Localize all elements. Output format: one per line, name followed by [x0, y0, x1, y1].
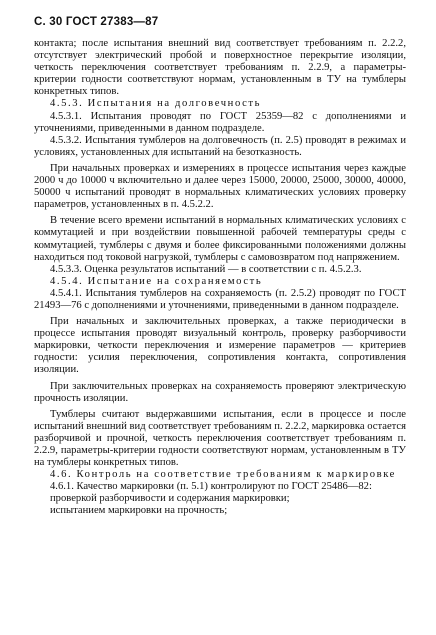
document-body [34, 38, 406, 518]
paragraph-pass-criteria: Тумблеры считают выдержавшими испытания, если в процессе и после испытаний внешний вид соответствует требованиям п. 2.2.2, маркировка остается разборчивой и прочной, четкость переключения соответствует требованиям п. 2.2.9, параметры-критерии годности соответствуют нормам, установленным в ТУ на тумблеры конкретных типов. [34, 408, 406, 469]
paragraph-4-5-4-1: 4.5.4.1. Испытания тумблеров на сохраняемость (п. 2.5.2) проводят по ГОСТ 21493—76 с дополнениями и уточнениями, приведенными в данном подразделе. [34, 287, 406, 311]
section-heading-4-5-3: 4.5.3. Испытания на долговечность [50, 98, 262, 110]
paragraph-4-5-3-2: 4.5.3.2. Испытания тумблеров на долговечность (п. 2.5) проводят в режимах и условиях, установленных для испытаний на безотказность. [34, 134, 406, 158]
paragraph-4-6-1: 4.6.1. Качество маркировки (п. 5.1) контролируют по ГОСТ 25486—82: [50, 481, 372, 493]
paragraph-continuation: контакта; после испытания внешний вид соответствует требованиям п. 2.2.2, отсутствует электрический пробой и поверхностное перекрытие изоляции, четкость переключения соответствует требованиям п. 2.2.9, а параметры-критерии годности соответствуют нормам, установленным в ТУ на тумблеры конкретных типов. [34, 38, 406, 98]
paragraph-4-5-3-3: 4.5.3.3. Оценка результатов испытаний — в соответствии с п. 4.5.2.3. [50, 263, 362, 275]
section-heading-4-6: 4.6. Контроль на соответствие требованиям к маркировке [50, 469, 396, 481]
page-header: С. 30 ГОСТ 27383—87 [34, 16, 159, 28]
document-page [34, 16, 406, 518]
list-item-legibility-check: проверкой разборчивости и содержания маркировки; [50, 493, 290, 505]
paragraph-final-checks: При заключительных проверках на сохраняемость проверяют электрическую прочность изоляции. [34, 380, 406, 404]
section-heading-4-5-4: 4.5.4. Испытание на сохраняемость [50, 275, 263, 287]
list-item-durability-test: испытанием маркировки на прочность; [50, 505, 228, 517]
paragraph-during-test: В течение всего времени испытаний в нормальных климатических условиях с коммутацией и при воздействии повышенной рабочей температуры среды с коммутацией, тумблеры с двумя и более фиксированными положениями должны находиться под токовой нагрузкой, тумблеры с самовозвратом под напряжением. [34, 215, 406, 263]
paragraph-periodic-checks: При начальных и заключительных проверках, а также периодически в процессе испытания проводят визуальный контроль, проверку разборчивости маркировки, четкости переключения и измерение параметров — критериев годности: усилия переключения, сопротивления контакта, сопротивления изоляции. [34, 316, 406, 376]
paragraph-4-5-3-1: 4.5.3.1. Испытания проводят по ГОСТ 25359—82 с дополнениями и уточнениями, приведенными в данном подразделе. [34, 110, 406, 134]
paragraph-initial-checks: При начальных проверках и измерениях в процессе испытания через каждые 2000 ч до 10000 ч включительно и далее через 15000, 20000, 25000, 30000, 40000, 50000 ч испытаний проводят в нормальных климатических условиях проверку параметров, установленных в п. 4.5.2.2. [34, 162, 406, 211]
